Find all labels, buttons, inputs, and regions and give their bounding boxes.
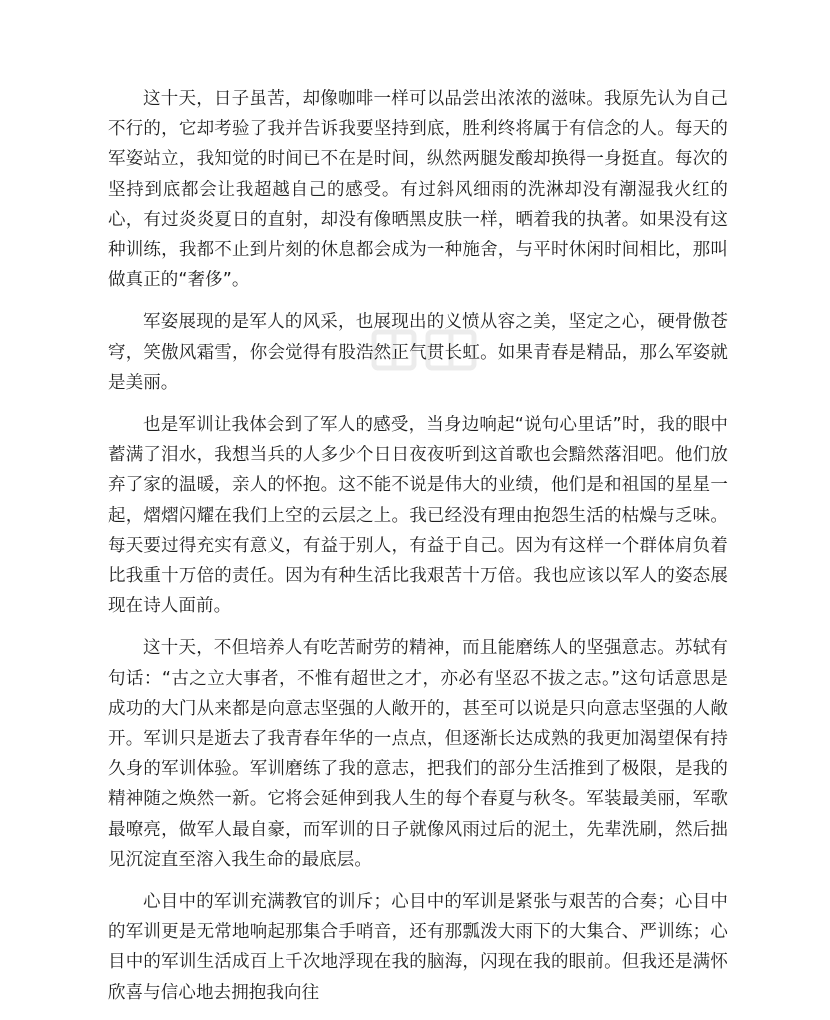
document-body	[108, 84, 728, 1020]
paragraph-1: 这十天，日子虽苦，却像咖啡一样可以品尝出浓浓的滋味。我原先认为自己不行的，它却考验了我并告诉我要坚持到底，胜利终将属于有信念的人。每天的军姿站立，我知觉的时间已不在是时间，纵然两腿发酸却换得一身挺直。每次的坚持到底都会让我超越自己的感受。有过斜风细雨的洗淋却没有潮湿我火红的心，有过炎炎夏日的直射，却没有像晒黑皮肤一样，晒着我的执著。如果没有这种训练，我都不止到片刻的休息都会成为一种施舍，与平时休闲时间相比，那叫做真正的“奢侈”。	[108, 89, 728, 291]
paragraph-2: 军姿展现的是军人的风采，也展现出的义愤从容之美，坚定之心，硬骨傲苍穹，笑傲风霜雪，你会觉得有股浩然正气贯长虹。如果青春是精品，那么军姿就是美丽。	[108, 312, 728, 393]
paragraph-5: 心目中的军训充满教官的训斥；心目中的军训是紧张与艰苦的合奏；心目中的军训更是无常地响起那集合手哨音，还有那瓢泼大雨下的大集合、严训练；心目中的军训生活成百上千次地浮现在我的脑海，闪现在我的眼前。但我还是满怀欣喜与信心地去拥抱我向往	[108, 892, 728, 1003]
paragraph-4: 这十天，不但培养人有吃苦耐劳的精神，而且能磨练人的坚强意志。苏轼有句话：“古之立大事者，不惟有超世之才，亦必有坚忍不拔之志。”这句话意思是成功的大门从来都是向意志坚强的人敞开的，甚至可以说是只向意志坚强的人敞开。军训只是逝去了我青春年华的一点点，但逐渐长达成熟的我更加渴望保有持久身的军训体验。军训磨练了我的意志，把我们的部分生活推到了极限，是我的精神随之焕然一新。它将会延伸到我人生的每个春夏与秋冬。军装最美丽，军歌最嘹亮，做军人最自豪，而军训的日子就像风雨过后的泥土，先辈洗刷，然后拙见沉淀直至溶入我生命的最底层。	[108, 638, 728, 870]
paragraph-3: 也是军训让我体会到了军人的感受，当身边响起“说句心里话”时，我的眼中蓄满了泪水，我想当兵的人多少个日日夜夜听到这首歌也会黯然落泪吧。他们放弃了家的温暖，亲人的怀抱。这不能不说是伟大的业绩，他们是和祖国的星星一起，熠熠闪耀在我们上空的云层之上。我已经没有理由抱怨生活的枯燥与乏味。每天要过得充实有意义，有益于别人，有益于自己。因为有这样一个群体肩负着比我重十万倍的责任。因为有种生活比我艰苦十万倍。我也应该以军人的姿态展现在诗人面前。	[108, 415, 728, 617]
